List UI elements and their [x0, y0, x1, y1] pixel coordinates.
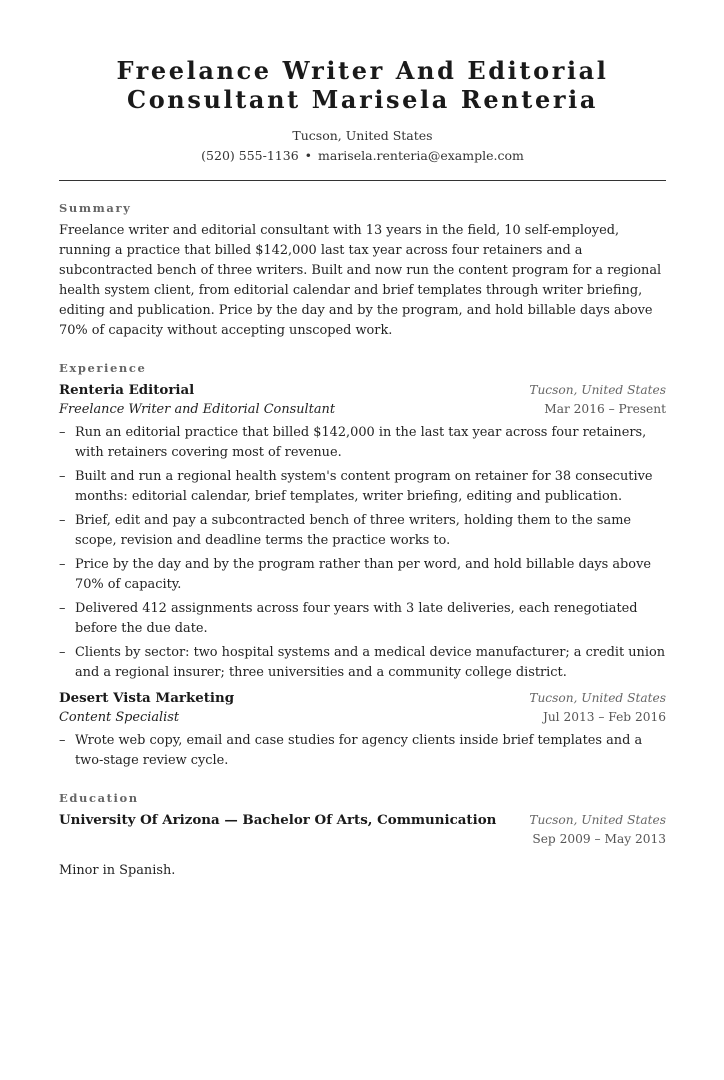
- job-bullet-text: Delivered 412 assignments across four years with 3 late deliveries, each renegotiated before the due date.: [75, 601, 638, 636]
- job-dates: Jul 2013 – Feb 2016: [542, 710, 666, 724]
- contact-line: [59, 146, 666, 166]
- education-note: Minor in Spanish.: [59, 863, 176, 878]
- job-bullet: [59, 643, 666, 683]
- bullet-marker: –: [59, 469, 66, 484]
- education-entry: [59, 811, 666, 881]
- education-dates: Sep 2009 – May 2013: [532, 832, 666, 846]
- bullet-marker: –: [59, 557, 66, 572]
- bullet-marker: –: [59, 733, 66, 748]
- job-bullet-text: Brief, edit and pay a subcontracted bench of three writers, holding them to the same scope, revision and deadline terms the practice works to.: [75, 513, 632, 548]
- page-title: Freelance Writer And Editorial Consultant Marisela Renteria: [116, 56, 609, 114]
- bullet-marker: –: [59, 513, 66, 528]
- job-bullet-list: [59, 423, 666, 683]
- job-role: Content Specialist: [59, 710, 180, 725]
- bullet-marker: –: [59, 601, 66, 616]
- summary-text: Freelance writer and editorial consultant with 13 years in the field, 10 self-employed, running a practice that billed $142,000 last tax year across four retainers and a subcontracted bench of three writers. Built and now run the content program for a regional health system client, from editorial calendar and brief templates through writer briefing, editing and publication. Price by the day and by the program, and hold billable days above 70% of capacity without accepting unscoped work.: [59, 223, 662, 338]
- education-location: Tucson, United States: [529, 813, 666, 827]
- education-school: University Of Arizona — Bachelor Of Arts, Communication: [59, 812, 497, 828]
- section-title-experience: Experience: [59, 361, 147, 375]
- job-role: Freelance Writer and Editorial Consultant: [59, 402, 336, 417]
- job-bullet: [59, 511, 666, 551]
- header-divider: [59, 180, 666, 181]
- section-title-education: Education: [59, 791, 139, 805]
- contact-email[interactable]: marisela.renteria@example.com: [318, 148, 524, 163]
- job-organization: Desert Vista Marketing: [59, 690, 235, 706]
- job-location: Tucson, United States: [529, 383, 666, 397]
- contact-phone: (520) 555-1136: [201, 148, 299, 163]
- bullet-marker: –: [59, 645, 66, 660]
- job-bullet-text: Clients by sector: two hospital systems and a medical device manufacturer; a credit union and a regional insurer; three universities and a community college district.: [75, 645, 666, 680]
- job-bullet: [59, 467, 666, 507]
- job-bullet: [59, 555, 666, 595]
- job-entry: [59, 381, 666, 683]
- job-bullet: [59, 423, 666, 463]
- job-bullet: [59, 731, 666, 771]
- job-bullet-text: Price by the day and by the program rather than per word, and hold billable days above 70% of capacity.: [75, 557, 651, 592]
- job-entry: [59, 689, 666, 771]
- job-bullet-text: Run an editorial practice that billed $142,000 in the last tax year across four retainers, with retainers covering most of revenue.: [75, 425, 647, 460]
- job-organization: Renteria Editorial: [59, 382, 195, 398]
- job-bullet-list: [59, 731, 666, 771]
- resume-page: [0, 56, 724, 1080]
- contact-separator: •: [304, 148, 313, 163]
- contact-location: Tucson, United States: [292, 128, 433, 143]
- job-bullet: [59, 599, 666, 639]
- job-bullet-text: Wrote web copy, email and case studies for agency clients inside brief templates and a two-stage review cycle.: [75, 733, 643, 768]
- section-title-summary: Summary: [59, 201, 132, 215]
- job-dates: Mar 2016 – Present: [544, 402, 666, 416]
- job-bullet-text: Built and run a regional health system's content program on retainer for 38 consecutive months: editorial calendar, brief templates, writer briefing, editing and publication.: [75, 469, 653, 504]
- job-location: Tucson, United States: [529, 691, 666, 705]
- bullet-marker: –: [59, 425, 66, 440]
